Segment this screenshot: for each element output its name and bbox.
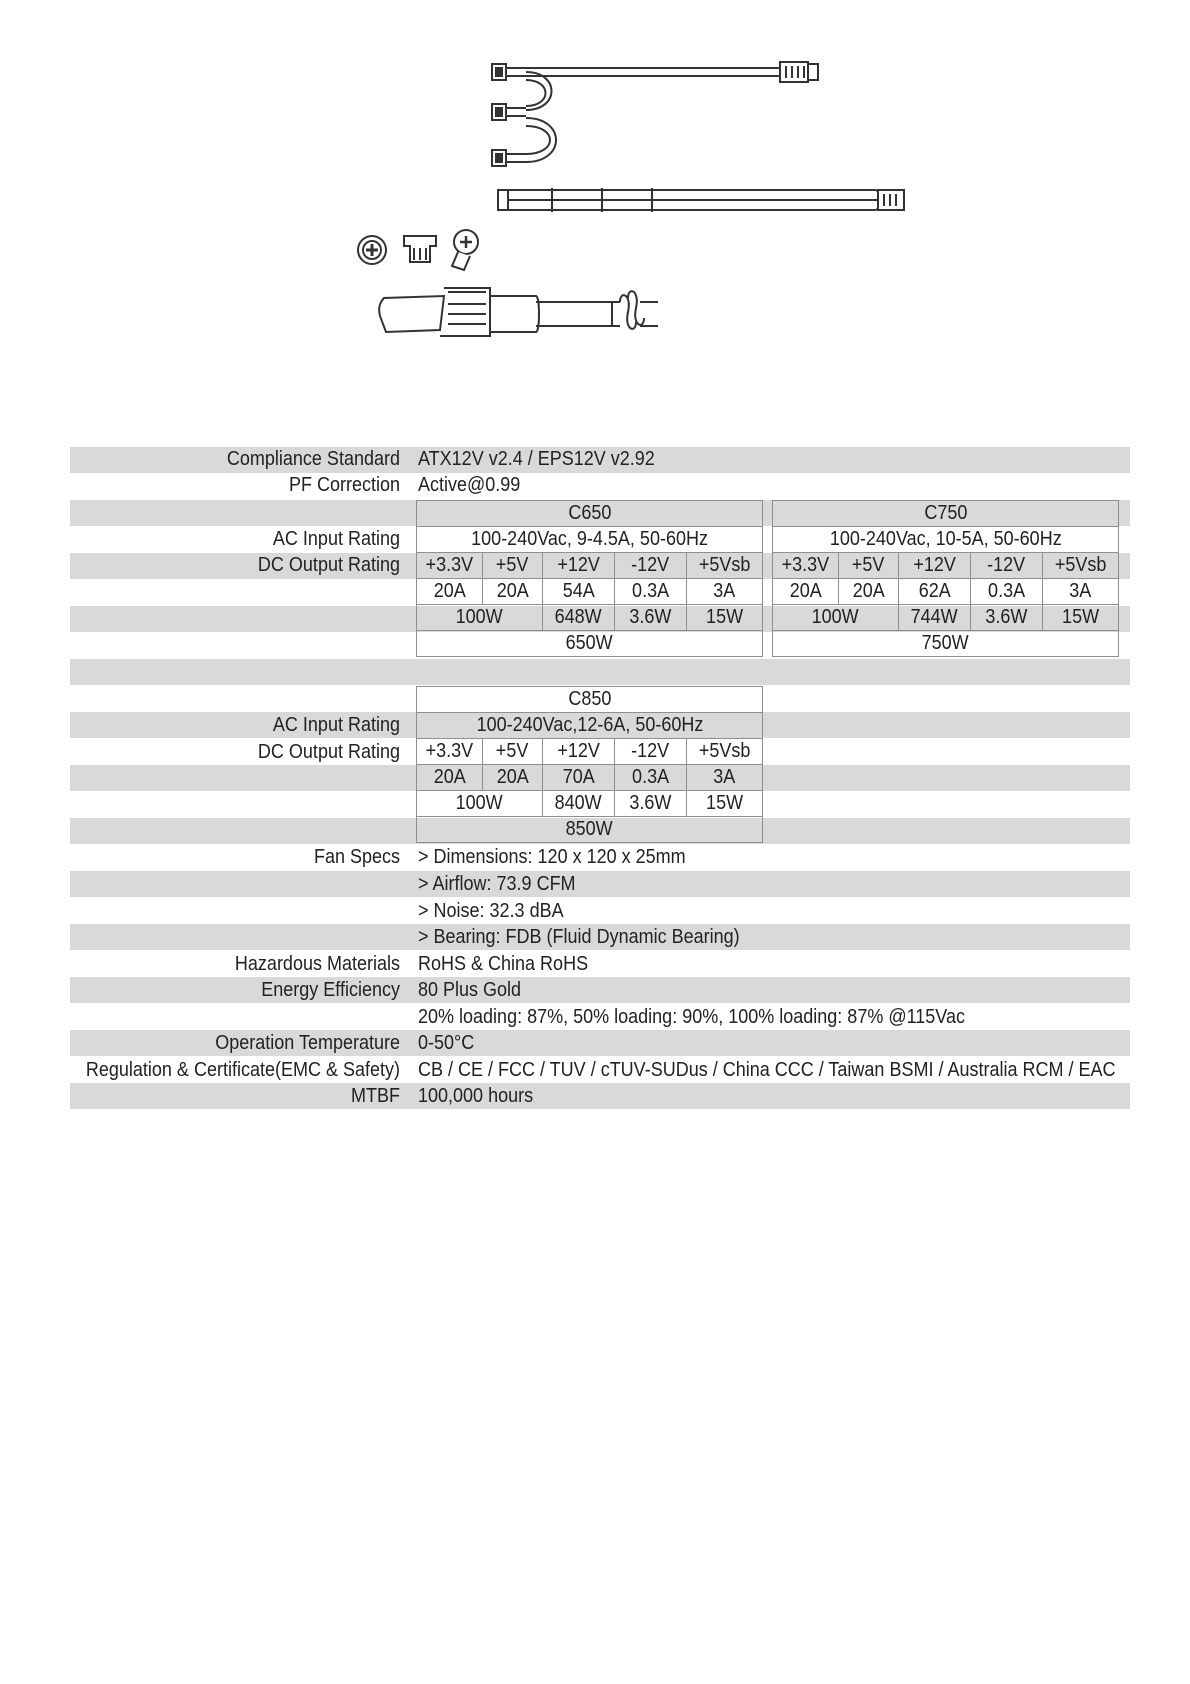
value-operation-temperature: 0-50°C	[418, 1032, 475, 1054]
value-fan-dimensions: > Dimensions: 120 x 120 x 25mm	[418, 846, 686, 868]
combined-power: 15W	[687, 605, 763, 631]
rail: +5Vsb	[1043, 553, 1119, 579]
value-hazardous-materials: RoHS & China RoHS	[418, 953, 589, 975]
rail: +12V	[543, 553, 615, 579]
rail: +3.3V	[417, 739, 483, 765]
rail: +5V	[483, 553, 543, 579]
total-power: 850W	[417, 817, 763, 843]
rail: +5V	[839, 553, 899, 579]
combined-power: 744W	[899, 605, 971, 631]
accessories-illustration	[340, 50, 920, 360]
combined-power: 840W	[543, 791, 615, 817]
value-energy-efficiency: 80 Plus Gold	[418, 979, 522, 1001]
label-compliance-standard: Compliance Standard	[226, 448, 400, 470]
current: 0.3A	[971, 579, 1043, 605]
ac-input: 100-240Vac, 9-4.5A, 50-60Hz	[417, 527, 763, 553]
total-power: 750W	[773, 631, 1119, 657]
value-compliance-standard: ATX12V v2.4 / EPS12V v2.92	[418, 448, 655, 470]
rail: -12V	[615, 739, 687, 765]
label-ac-input-rating-c850: AC Input Rating	[272, 714, 400, 736]
label-regulation-certificate: Regulation & Certificate(EMC & Safety)	[85, 1059, 400, 1081]
current: 20A	[773, 579, 839, 605]
current: 54A	[543, 579, 615, 605]
current: 20A	[417, 579, 483, 605]
value-energy-efficiency-loading: 20% loading: 87%, 50% loading: 90%, 100% loading: 87% @115Vac	[418, 1006, 965, 1028]
rail: +5V	[483, 739, 543, 765]
current: 20A	[417, 765, 483, 791]
current: 20A	[483, 765, 543, 791]
label-dc-output-rating: DC Output Rating	[257, 554, 400, 576]
rail: +3.3V	[417, 553, 483, 579]
rating-table-c650	[416, 500, 763, 657]
current: 3A	[1043, 579, 1119, 605]
rail: +3.3V	[773, 553, 839, 579]
total-power: 650W	[417, 631, 763, 657]
ac-input: 100-240Vac,12-6A, 50-60Hz	[417, 713, 763, 739]
current: 0.3A	[615, 765, 687, 791]
current: 20A	[483, 579, 543, 605]
combined-power: 648W	[543, 605, 615, 631]
current: 0.3A	[615, 579, 687, 605]
model-name: C650	[417, 501, 763, 527]
stripe-airflow	[70, 871, 1130, 897]
standoff-icon	[404, 236, 436, 262]
rating-table-c750	[772, 500, 1119, 657]
rail: -12V	[971, 553, 1043, 579]
combined-power: 15W	[1043, 605, 1119, 631]
model-name: C750	[773, 501, 1119, 527]
value-regulation-certificate: CB / CE / FCC / TUV / cTUV-SUDus / China CCC / Taiwan BSMI / Australia RCM / EAC	[418, 1059, 1116, 1081]
peripheral-cable-icon	[492, 62, 818, 166]
combined-power: 100W	[417, 605, 543, 631]
screw-icon	[358, 236, 386, 264]
rating-table-c850	[416, 686, 763, 843]
rail: +5Vsb	[687, 553, 763, 579]
value-pf-correction: Active@0.99	[418, 474, 521, 496]
rail: +12V	[899, 553, 971, 579]
current: 3A	[687, 579, 763, 605]
stripe-gap	[70, 659, 1130, 685]
label-dc-output-rating-c850: DC Output Rating	[257, 741, 400, 763]
label-mtbf: MTBF	[351, 1085, 400, 1107]
label-operation-temperature: Operation Temperature	[215, 1032, 400, 1054]
combined-power: 15W	[687, 791, 763, 817]
rail: +12V	[543, 739, 615, 765]
value-fan-airflow: > Airflow: 73.9 CFM	[418, 873, 576, 895]
current: 3A	[687, 765, 763, 791]
ac-input: 100-240Vac, 10-5A, 50-60Hz	[773, 527, 1119, 553]
model-name: C850	[417, 687, 763, 713]
value-fan-bearing: > Bearing: FDB (Fluid Dynamic Bearing)	[418, 926, 740, 948]
combined-power: 100W	[773, 605, 899, 631]
fan-screw-icon	[452, 230, 478, 270]
combined-power: 100W	[417, 791, 543, 817]
rail: -12V	[615, 553, 687, 579]
current: 62A	[899, 579, 971, 605]
value-mtbf: 100,000 hours	[418, 1085, 534, 1107]
rail: +5Vsb	[687, 739, 763, 765]
combined-power: 3.6W	[615, 605, 687, 631]
current: 70A	[543, 765, 615, 791]
sata-cable-icon	[498, 188, 904, 212]
label-fan-specs: Fan Specs	[313, 846, 400, 868]
label-hazardous-materials: Hazardous Materials	[234, 953, 400, 975]
label-energy-efficiency: Energy Efficiency	[261, 979, 400, 1001]
value-fan-noise: > Noise: 32.3 dBA	[418, 900, 564, 922]
combined-power: 3.6W	[615, 791, 687, 817]
combined-power: 3.6W	[971, 605, 1043, 631]
label-ac-input-rating: AC Input Rating	[272, 528, 400, 550]
label-pf-correction: PF Correction	[288, 474, 400, 496]
power-cord-icon	[379, 288, 658, 336]
current: 20A	[839, 579, 899, 605]
